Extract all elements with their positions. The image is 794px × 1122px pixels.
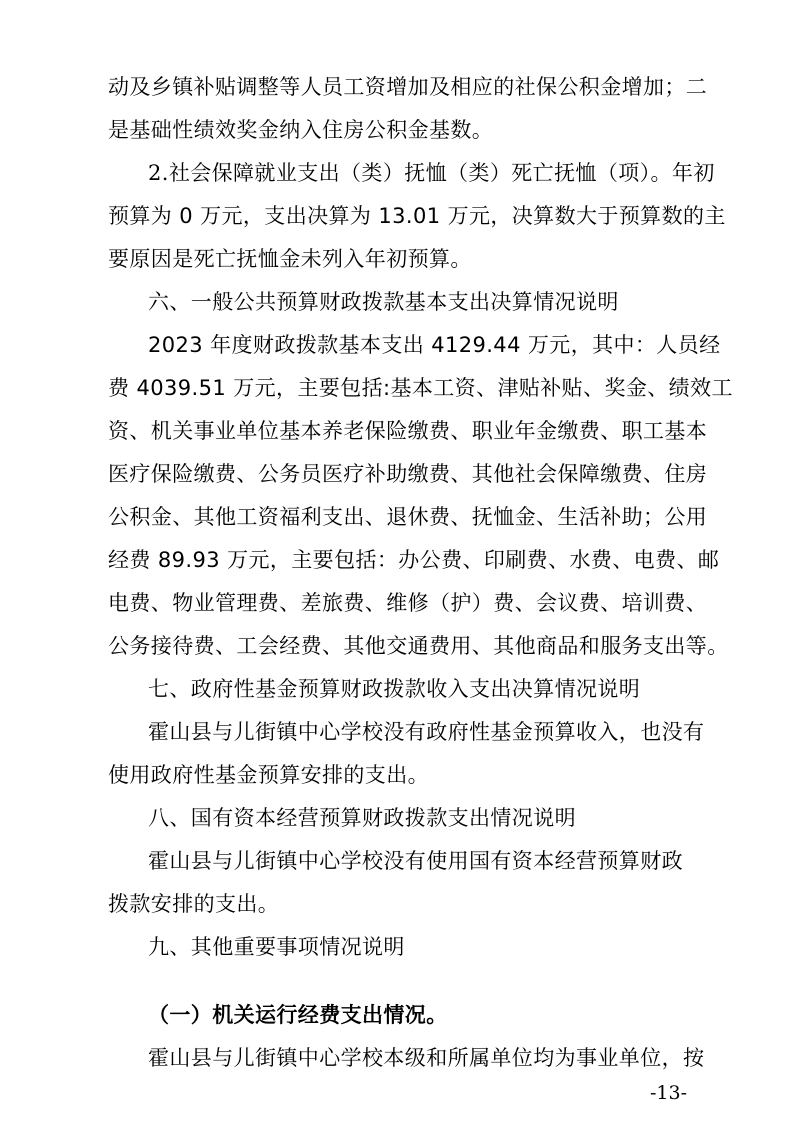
paragraph-line: 使用政府性基金预算安排的支出。 [108, 763, 429, 787]
paragraph-line: 预算为 0 万元，支出决算为 13.01 万元，决算数大于预算数的主 [108, 204, 726, 228]
paragraph-line: 资、机关事业单位基本养老保险缴费、职业年金缴费、职工基本 [108, 419, 708, 443]
paragraph-line: 医疗保险缴费、公务员医疗补助缴费、其他社会保障缴费、住房 [108, 462, 708, 486]
paragraph-line: 经费 89.93 万元，主要包括：办公费、印刷费、水费、电费、邮 [108, 548, 720, 572]
paragraph-line: 是基础性绩效奖金纳入住房公积金基数。 [108, 118, 494, 142]
section-heading: 九、其他重要事项情况说明 [148, 935, 405, 959]
paragraph-line: 公积金、其他工资福利支出、退休费、抚恤金、生活补助；公用 [108, 505, 708, 529]
section-heading: 七、政府性基金预算财政拨款收入支出决算情况说明 [148, 677, 641, 701]
paragraph-line: 要原因是死亡抚恤金未列入年初预算。 [108, 247, 472, 271]
paragraph-line: 公务接待费、工会经费、其他交通费用、其他商品和服务支出等。 [108, 634, 729, 658]
page-number: -13- [650, 1082, 688, 1104]
paragraph-line: 霍山县与儿街镇中心学校没有使用国有资本经营预算财政 [148, 849, 683, 873]
paragraph-line: 霍山县与儿街镇中心学校没有政府性基金预算收入，也没有 [148, 720, 705, 744]
section-heading: 八、国有资本经营预算财政拨款支出情况说明 [148, 806, 576, 830]
paragraph-line: 霍山县与儿街镇中心学校本级和所属单位均为事业单位，按 [148, 1046, 705, 1070]
paragraph-line: 2023 年度财政拨款基本支出 4129.44 万元，其中：人员经 [148, 333, 721, 357]
paragraph-line: 费 4039.51 万元，主要包括:基本工资、津贴补贴、奖金、绩效工 [108, 376, 733, 400]
paragraph-line: 2.社会保障就业支出（类）抚恤（类）死亡抚恤（项）。年初 [148, 161, 715, 185]
paragraph-line: 动及乡镇补贴调整等人员工资增加及相应的社保公积金增加；二 [108, 75, 708, 99]
paragraph-line: 电费、物业管理费、差旅费、维修（护）费、会议费、培训费、 [108, 591, 708, 615]
section-heading: 六、一般公共预算财政拨款基本支出决算情况说明 [148, 290, 619, 314]
paragraph-line: 拨款安排的支出。 [108, 892, 280, 916]
subsection-heading: （一）机关运行经费支出情况。 [148, 1003, 448, 1027]
